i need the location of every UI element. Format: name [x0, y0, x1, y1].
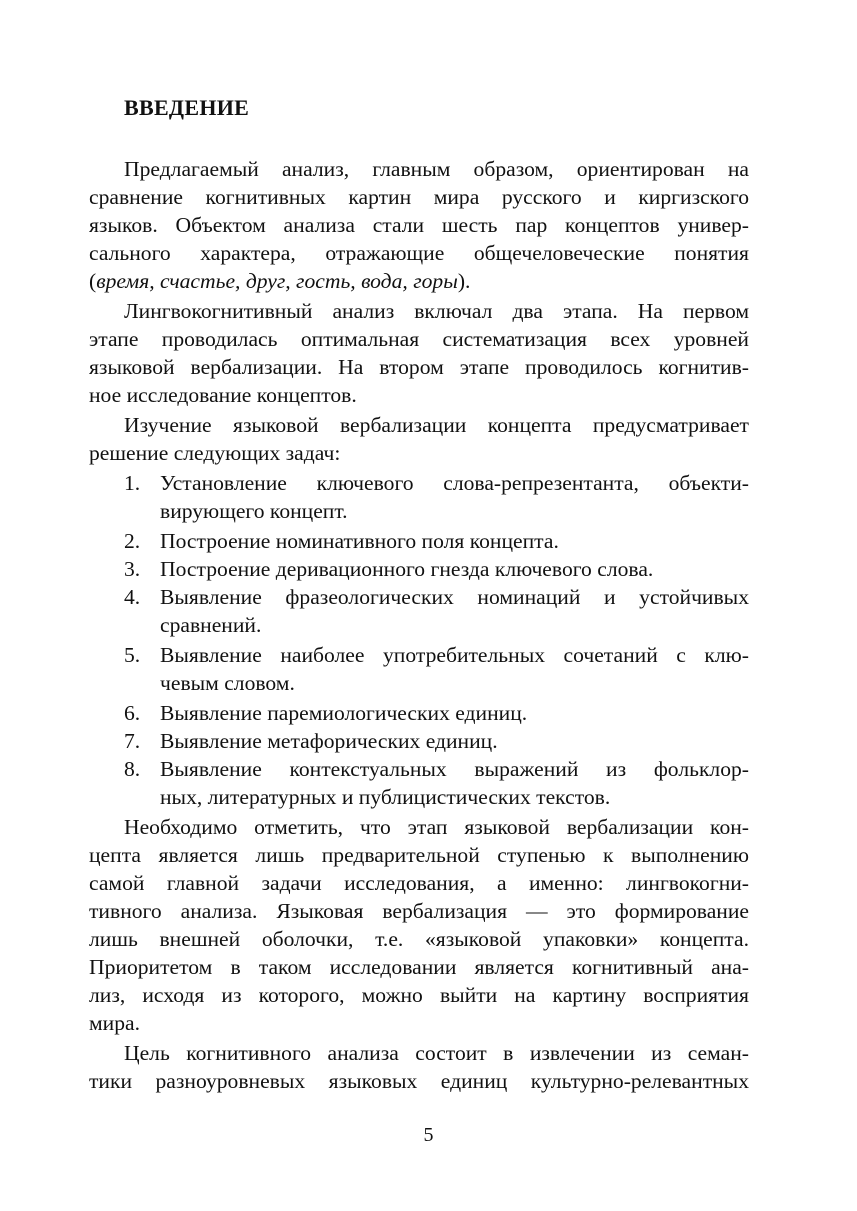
- open-paren: (: [89, 269, 97, 293]
- paragraph-4-line-8: мира.: [89, 1011, 141, 1035]
- list-item-1-cont: вирующего концепт.: [160, 499, 348, 523]
- list-text: Установление ключевого слова-репрезентанта, объекти-: [160, 471, 749, 495]
- paragraph-1-line-2: сравнение когнитивных картин мира русского и киргизского: [89, 185, 749, 209]
- paragraph-3-line-1: Изучение языковой вербализации концепта предусматривает: [124, 413, 749, 437]
- list-item-8-cont: ных, литературных и публицистических текстов.: [160, 785, 611, 809]
- list-text: Построение деривационного гнезда ключевого слова.: [160, 557, 654, 581]
- list-number: 2.: [124, 529, 141, 553]
- paragraph-4-line-4: тивного анализа. Языковая вербализация — это формирование: [89, 899, 749, 923]
- list-item-3: [124, 555, 749, 583]
- list-number: 6.: [124, 701, 141, 725]
- paragraph-3-line-2: решение следующих задач:: [89, 441, 341, 465]
- list-number: 5.: [124, 643, 141, 667]
- paragraph-2-line-4: ное исследование концептов.: [89, 383, 357, 407]
- paragraph-1-line-4: сального характера, отражающие общечеловеческие понятия: [89, 241, 749, 265]
- list-item-4: [124, 583, 749, 611]
- paragraph-4-line-6: Приоритетом в таком исследовании является когнитивный ана-: [89, 955, 749, 979]
- paragraph-2-line-3: языковой вербализации. На втором этапе проводилось когнитив-: [89, 355, 749, 379]
- paragraph-5-line-1: Цель когнитивного анализа состоит в извлечении из семан-: [124, 1041, 749, 1065]
- list-number: 8.: [124, 757, 141, 781]
- list-text: Выявление фразеологических номинаций и устойчивых: [160, 585, 749, 609]
- paragraph-4-line-7: лиз, исходя из которого, можно выйти на картину восприятия: [89, 983, 749, 1007]
- list-item-5: [124, 641, 749, 669]
- paragraph-1-line-1: Предлагаемый анализ, главным образом, ориентирован на: [124, 157, 749, 181]
- paragraph-1-line-5: [89, 267, 749, 295]
- paragraph-5-line-2: тики разноуровневых языковых единиц культурно-релевантных: [89, 1069, 749, 1093]
- paragraph-4-line-2: цепта является лишь предварительной ступенью к выполнению: [89, 843, 749, 867]
- list-item-1: [124, 469, 749, 497]
- list-item-7: [124, 727, 749, 755]
- page-number: 5: [423, 1124, 434, 1146]
- close-paren: ).: [457, 269, 471, 293]
- paragraph-4-line-1: Необходимо отметить, что этап языковой вербализации кон-: [124, 815, 749, 839]
- list-number: 4.: [124, 585, 141, 609]
- list-number: 7.: [124, 729, 141, 753]
- paragraph-2-line-2: этапе проводилась оптимальная систематизация всех уровней: [89, 327, 749, 351]
- list-number: 1.: [124, 471, 141, 495]
- concept-list-italic: время, счастье, друг, гость, вода, горы: [96, 269, 458, 293]
- list-number: 3.: [124, 557, 141, 581]
- list-text: Выявление паремиологических единиц.: [160, 701, 528, 725]
- paragraph-2-line-1: Лингвокогнитивный анализ включал два этапа. На первом: [124, 299, 749, 323]
- list-text: Выявление контекстуальных выражений из фольклор-: [160, 757, 749, 781]
- paragraph-4-line-5: лишь внешней оболочки, т.е. «языковой упаковки» концепта.: [89, 927, 749, 951]
- list-item-4-cont: сравнений.: [160, 613, 262, 637]
- list-item-8: [124, 755, 749, 783]
- list-item-2: [124, 527, 749, 555]
- paragraph-4-line-3: самой главной задачи исследования, а именно: лингвокогни-: [89, 871, 749, 895]
- list-item-6: [124, 699, 749, 727]
- section-title: ВВЕДЕНИЕ: [124, 95, 250, 120]
- list-text: Выявление метафорических единиц.: [160, 729, 498, 753]
- list-item-5-cont: чевым словом.: [160, 671, 295, 695]
- list-text: Построение номинативного поля концепта.: [160, 529, 559, 553]
- paragraph-1-line-3: языков. Объектом анализа стали шесть пар концептов универ-: [89, 213, 749, 237]
- list-text: Выявление наиболее употребительных сочетаний с клю-: [160, 643, 749, 667]
